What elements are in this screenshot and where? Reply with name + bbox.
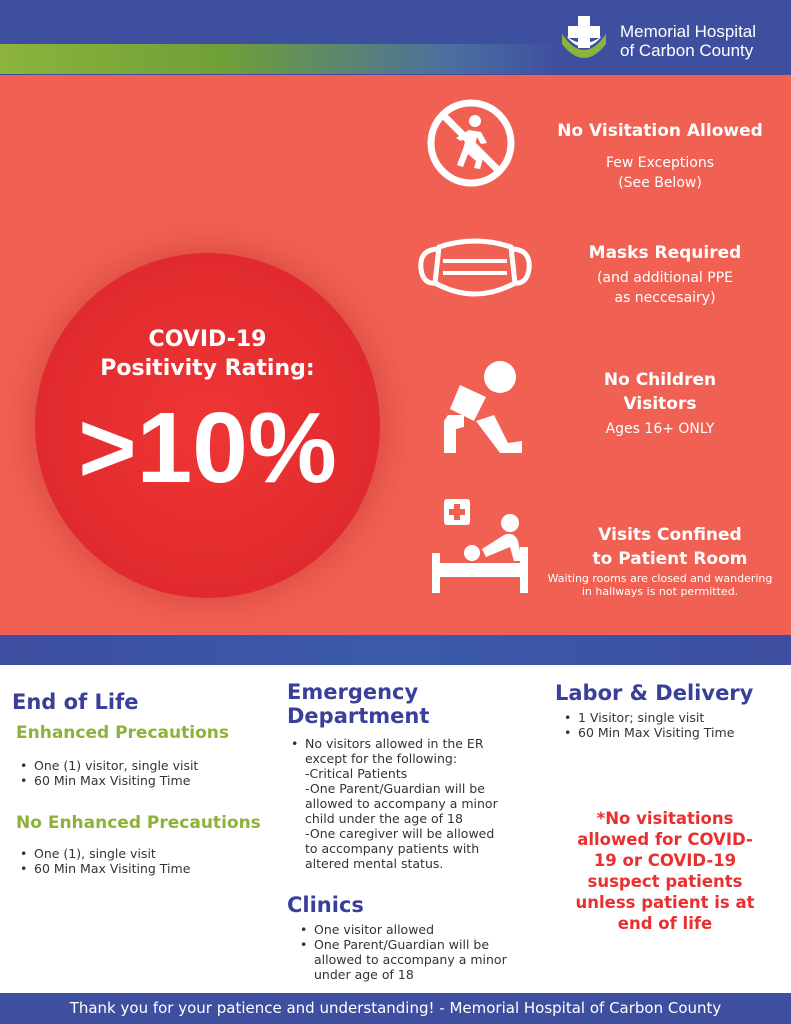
hospital-bed-icon (430, 495, 530, 595)
footer-thank-you: Thank you for your patience and understanding! - Memorial Hospital of Carbon County (0, 993, 791, 1024)
note-line: unless patient is at (575, 893, 755, 912)
list-item: • 60 Min Max Visiting Time (16, 861, 256, 876)
note-line: 19 or COVID-19 (593, 851, 737, 870)
child-icon (438, 355, 528, 459)
header-bar (0, 0, 791, 75)
emergency-title (287, 680, 429, 728)
rule-children-title-line-2: Visitors (623, 394, 697, 414)
hero-panel (0, 75, 791, 635)
note-line: *No visitations (596, 809, 734, 828)
rule-children-sub: Ages 16+ ONLY (605, 421, 715, 437)
covid-patients-note (560, 808, 770, 934)
emergency-line: -One Parent/Guardian will be (305, 781, 485, 796)
list-item: • 60 Min Max Visiting Time (16, 773, 256, 788)
rule-confined-note (535, 572, 785, 598)
emergency-line: to accompany patients with (305, 841, 480, 856)
rule-masks-sub-line-1: (and additional PPE (597, 270, 733, 286)
positivity-title-line-2: Positivity Rating: (100, 356, 315, 381)
end-of-life-title: End of Life (12, 690, 139, 714)
hospital-logo (558, 12, 788, 68)
emergency-line: -Critical Patients (305, 766, 408, 781)
note-line: suspect patients (587, 872, 743, 891)
list-item: • One (1), single visit (16, 846, 256, 861)
positivity-title-line-1: COVID-19 (148, 327, 267, 352)
positivity-value: >10% (78, 392, 337, 504)
list-item: • 60 Min Max Visiting Time (560, 725, 780, 740)
rule-masks-sub (565, 268, 765, 308)
list-item: • One (1) visitor, single visit (16, 758, 256, 773)
no-walking-icon (425, 97, 517, 189)
rule-no-visitation-sub-line-1: Few Exceptions (606, 155, 714, 171)
labor-delivery-list (560, 710, 780, 740)
clinics-line: allowed to accompany a minor (314, 952, 507, 967)
rule-confined-title-line-1: Visits Confined (598, 525, 742, 545)
no-enhanced-precautions-list (16, 846, 256, 876)
rule-confined-title-line-2: to Patient Room (592, 549, 748, 569)
emergency-line: child under the age of 18 (305, 811, 463, 826)
list-item: • One visitor allowed (296, 922, 546, 937)
rule-confined-title (570, 523, 770, 571)
clinics-title: Clinics (287, 893, 364, 917)
rule-no-visitation-title: No Visitation Allowed (557, 121, 763, 141)
rule-no-visitation-sub-line-2: (See Below) (618, 175, 702, 191)
rule-masks-title: Masks Required (588, 243, 742, 263)
header-green-stripe (0, 44, 560, 74)
positivity-circle (35, 253, 380, 598)
emergency-title-line-1: Emergency (287, 680, 419, 704)
rule-confined-note-line-2: in hallways is not permitted. (581, 585, 739, 598)
no-enhanced-precautions-title: No Enhanced Precautions (16, 813, 261, 833)
clinics-line: under age of 18 (314, 967, 414, 982)
divider-band (0, 635, 791, 665)
positivity-title (35, 325, 380, 383)
rule-masks-sub-line-2: as neccesairy) (614, 290, 716, 306)
enhanced-precautions-title: Enhanced Precautions (16, 723, 229, 743)
emergency-list (287, 736, 537, 871)
logo-line-2: of Carbon County (620, 41, 754, 60)
enhanced-precautions-list (16, 758, 256, 788)
emergency-line: except for the following: (305, 751, 458, 766)
emergency-line: • No visitors allowed in the ER (305, 736, 484, 751)
emergency-title-line-2: Department (287, 704, 430, 728)
list-item (287, 736, 537, 871)
face-mask-icon (415, 233, 535, 305)
rule-children-title-line-1: No Children (603, 370, 717, 390)
emergency-line: allowed to accompany a minor (305, 796, 498, 811)
emergency-line: altered mental status. (305, 856, 444, 871)
rule-children-title (575, 368, 745, 416)
clinics-list (296, 922, 546, 982)
list-item: • 1 Visitor; single visit (560, 710, 780, 725)
emergency-line: -One caregiver will be allowed (305, 826, 495, 841)
list-item (296, 937, 546, 982)
logo-line-1: Memorial Hospital (620, 22, 757, 41)
labor-delivery-title: Labor & Delivery (555, 681, 754, 705)
clinics-line: • One Parent/Guardian will be (314, 937, 490, 952)
rule-confined-note-line-1: Waiting rooms are closed and wandering (547, 572, 773, 585)
rule-no-visitation-sub (565, 153, 755, 193)
note-line: allowed for COVID- (577, 830, 753, 849)
note-line: end of life (617, 914, 713, 933)
logo-text (620, 22, 756, 60)
hospital-cross-heart-icon (558, 14, 610, 66)
